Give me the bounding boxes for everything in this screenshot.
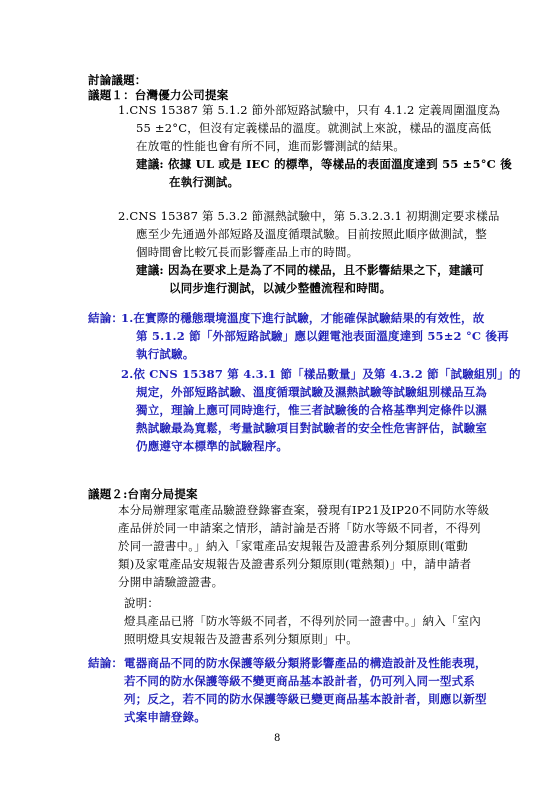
page-number: 8 — [274, 733, 281, 744]
text-line: 1.在實際的穩態環境溫度下進行試驗，才能確保試驗結果的有效性，故 — [121, 311, 485, 325]
text-line: 在放電的性能也會有所不同，進而影響測試的結果。 — [136, 139, 406, 153]
text-line: 第 5.1.2 節「外部短路試驗」應以鋰電池表面溫度達到 55±2 °C 後再 — [136, 329, 509, 343]
text-line: 類)及家電產品安規報告及證書系列分類原則(電熱類)」中，請申請者 — [118, 557, 472, 571]
text-line: 個時間會比較冗長而影響產品上市的時間。 — [136, 245, 359, 259]
text-line: 55 ±2°C，但沒有定義樣品的溫度。就測試上來說，樣品的溫度高低 — [136, 121, 492, 135]
text-line: 以同步進行測試，以減少整體流程和時間。 — [169, 281, 392, 295]
topic1-title: 議題１：台灣優力公司提案 — [88, 88, 229, 102]
text-line: 熱試驗最為寬鬆，考量試驗項目對試驗者的安全性危害評估，試驗室 — [136, 421, 487, 435]
text-line: 列；反之，若不同的防水保護等級已變更商品基本設計者，則應以新型 — [124, 692, 487, 706]
conclusion-label: 結論： — [88, 311, 124, 325]
text-line: 於同一證書中。」納入「家電產品安規報告及證書系列分類原則(電動 — [118, 539, 468, 553]
text-line: 獨立，理論上應可同時進行，惟三者試驗後的合格基準判定條件以濕 — [136, 403, 487, 417]
conclusion-label: 結論： — [88, 656, 124, 670]
text-line: 規定，外部短路試驗、溫度循環試驗及濕熱試驗等試驗組別樣品互為 — [136, 385, 487, 399]
text-line: 建議: 依據 UL 或是 IEC 的標準，等樣品的表面溫度達到 55 ±5°C 後 — [136, 157, 512, 171]
text-line: 2.依 CNS 15387 第 4.3.1 節「樣品數量」及第 4.3.2 節「試驗組別」的 — [121, 367, 521, 381]
text-line: 1.CNS 15387 第 5.1.2 節外部短路試驗中，只有 4.1.2 定義周圍溫度為 — [118, 103, 501, 117]
topic2-title: 議題２:台南分局提案 — [88, 487, 198, 501]
text-line: 2.CNS 15387 第 5.3.2 節濕熱試驗中，第 5.3.2.3.1 初期測定要求樣品 — [118, 209, 500, 223]
discussion-heading: 討論議題： — [88, 73, 147, 87]
text-line: 照明燈具安規報告及證書系列分類原則」中。 — [124, 632, 358, 646]
text-line: 電器商品不同的防水保護等級分類將影響產品的構造設計及性能表現， — [124, 656, 487, 670]
text-line: 建議: 因為在要求上是為了不同的樣品，且不影響結果之下，建議可 — [136, 263, 484, 277]
text-line: 分開申請驗證證書。 — [118, 575, 224, 589]
text-line: 本分局辦理家電產品驗證登錄審查案，發現有IP21及IP20不同防水等級 — [118, 503, 490, 517]
text-line: 在執行測試。 — [169, 175, 240, 189]
text-line: 仍應遵守本標準的試驗程序。 — [136, 439, 289, 453]
text-line: 應至少先通過外部短路及溫度循環試驗。目前按照此順序做測試，整 — [136, 227, 487, 241]
text-line: 執行試驗。 — [136, 347, 195, 361]
text-line: 式案申請登錄。 — [124, 710, 206, 724]
text-line: 若不同的防水保護等級不變更商品基本設計者，仍可列入同一型式系 — [124, 674, 475, 688]
note-label: 說明： — [124, 596, 160, 610]
text-line: 產品併於同一申請案之情形，請討論是否將「防水等級不同者，不得列 — [118, 521, 481, 535]
text-line: 燈具產品已將「防水等級不同者，不得列於同一證書中。」納入「室內 — [124, 614, 481, 628]
